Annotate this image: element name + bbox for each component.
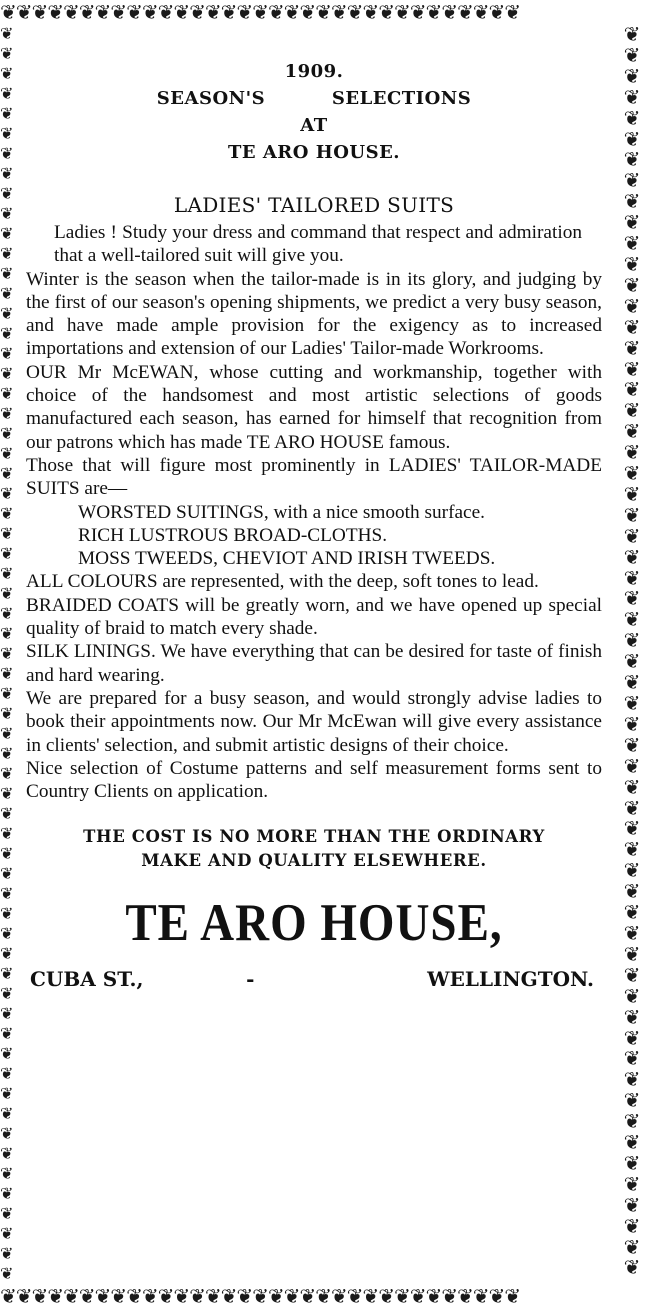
paragraph-prominent: Those that will figure most prominently in LADIES' TAILOR-MADE SUITS are— [26,454,602,500]
fabric-item: MOSS TWEEDS, CHEVIOT AND IRISH TWEEDS. [78,548,496,570]
ornamental-border-left: ❦❦❦❦❦❦❦❦❦❦❦❦❦❦❦❦❦❦❦❦❦❦❦❦❦❦❦❦❦❦❦❦❦❦❦❦❦❦❦❦❦❦❦❦❦❦❦❦❦❦❦❦❦❦❦❦❦❦❦❦❦❦❦ [0,24,14,1283]
paragraph-busy-season: We are prepared for a busy season, and would strongly advise ladies to book their appointments now. Our Mr McEwan will give every assistance in clients' selection, and submit artistic designs of their choice. [26,687,602,756]
fabric-list [26,501,602,571]
closing-line-2: MAKE AND QUALITY ELSEWHERE. [141,851,487,871]
paragraph-patterns: Nice selection of Costume patterns and self measurement forms sent to Country Clients on application. [26,757,602,803]
fabric-item: WORSTED SUITINGS, with a nice smooth surface. [78,501,485,523]
paragraph-braided: BRAIDED COATS will be greatly worn, and we have opened up special quality of braid to match every shade. [26,594,602,640]
intro-block [26,221,602,268]
store-heading: TE ARO HOUSE. [227,142,401,163]
fabric-item: RICH LUSTROUS BROAD-CLOTHS. [78,524,388,546]
intro-paragraph: Ladies ! Study your dress and command that respect and admiration that a well-tailored suit will give you. [54,222,582,267]
address-street: CUBA ST., [30,967,144,992]
address-separator: - [246,967,255,992]
year-heading: 1909. [284,61,344,82]
closing-line-1: THE COST IS NO MORE THAN THE ORDINARY [83,827,545,847]
ornamental-border-right: ❦❦❦❦❦❦❦❦❦❦❦❦❦❦❦❦❦❦❦❦❦❦❦❦❦❦❦❦❦❦❦❦❦❦❦❦❦❦❦❦❦❦❦❦❦❦❦❦❦❦❦❦❦❦❦❦❦❦❦❦ [623,22,641,1280]
paragraph-silk: SILK LININGS. We have everything that can be desired for taste of finish and hard wearing. [26,641,602,686]
ornamental-border-bottom: ❦❦❦❦❦❦❦❦❦❦❦❦❦❦❦❦❦❦❦❦❦❦❦❦❦❦❦❦❦❦❦❦❦ [0,1284,521,1308]
paragraph-winter: Winter is the season when the tailor-made is in its glory, and judging by the first of our season's opening shipments, we predict a very busy season, and have made ample provision for the exigency as to increased importations and extension of our Ladies' Tailor-made Workrooms. [26,268,602,360]
ornamental-border-top: ❦❦❦❦❦❦❦❦❦❦❦❦❦❦❦❦❦❦❦❦❦❦❦❦❦❦❦❦❦❦❦❦❦ [0,0,521,24]
address-line [26,965,602,993]
address-city: WELLINGTON. [427,967,594,992]
paragraph-colours: ALL COLOURS are represented, with the deep, soft tones to lead. [26,571,539,593]
at-heading: AT [300,115,328,136]
closing-statement [26,825,602,873]
firm-name: TE ARO HOUSE, [125,894,503,953]
season-heading: SEASON'S SELECTIONS [156,88,472,109]
section-title: LADIES' TAILORED SUITS [173,193,455,217]
paragraph-mcewan: OUR Mr McEWAN, whose cutting and workmanship, together with choice of the handsomest and most artistic selections of goods manufactured each season, has earned for himself that recognition from our patrons which has made TE ARO HOUSE famous. [26,361,602,453]
advertisement-content [26,58,602,993]
